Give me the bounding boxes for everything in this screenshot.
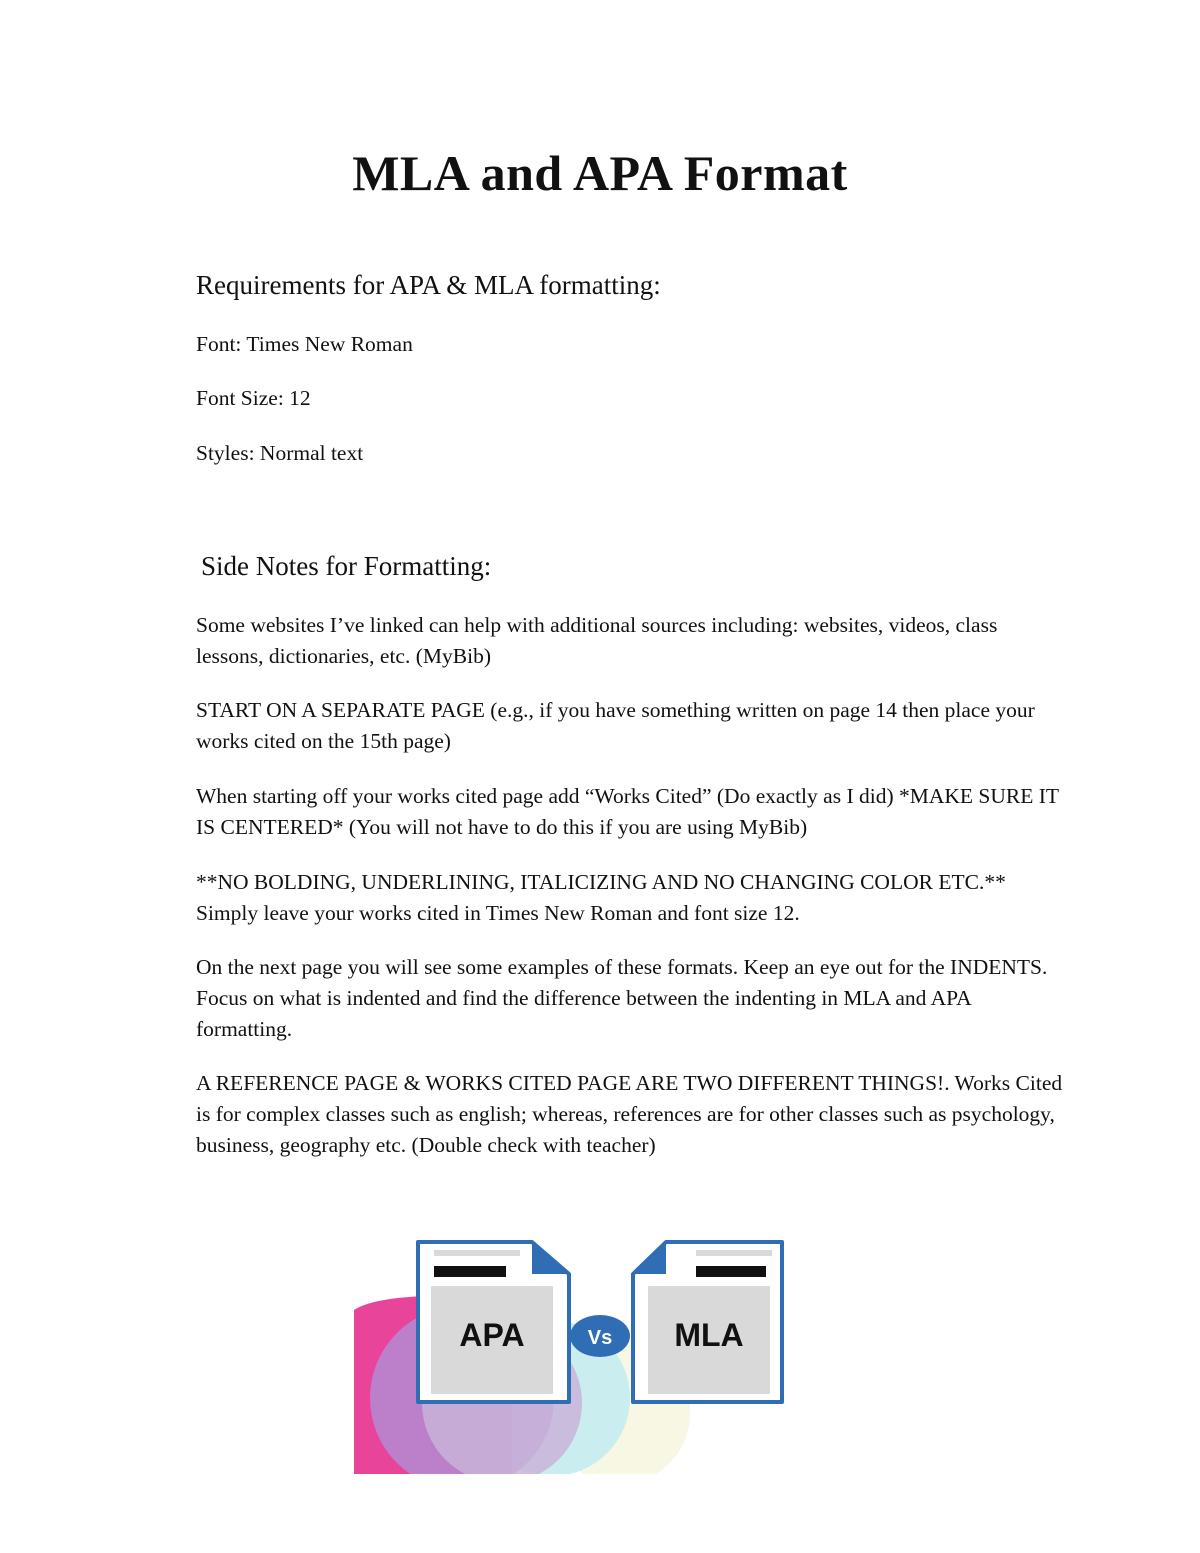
requirement-font-size: Font Size: 12 [196,386,311,410]
page-title: MLA and APA Format [352,145,848,201]
apa-document-icon [418,1242,569,1402]
vs-badge [570,1315,630,1357]
side-notes-heading: Side Notes for Formatting: [201,551,492,581]
side-note-paragraph: START ON A SEPARATE PAGE (e.g., if you have something written on page 14 then place your works cited on the 15th page) [196,698,1035,753]
requirements-heading: Requirements for APA & MLA formatting: [196,270,661,300]
mla-label: MLA [674,1317,744,1353]
vs-label: Vs [587,1327,613,1349]
side-note-paragraph: On the next page you will see some examples of these formats. Keep an eye out for the INDENTS. Focus on what is indented and find the difference between the indenting in MLA and APA formatting. [196,955,1048,1041]
requirement-styles: Styles: Normal text [196,441,364,465]
side-note-paragraph: A REFERENCE PAGE & WORKS CITED PAGE ARE TWO DIFFERENT THINGS!. Works Cited is for complex classes such as english; whereas, references are for other classes such as psychology, business, geography etc. (Double check with teacher) [196,1071,1063,1157]
side-note-paragraph: When starting off your works cited page add “Works Cited” (Do exactly as I did) *MAKE SURE IT IS CENTERED* (You will not have to do this if you are using MyBib) [196,784,1059,839]
mla-document-icon [633,1242,782,1402]
requirement-font: Font: Times New Roman [196,332,413,356]
side-note-paragraph: **NO BOLDING, UNDERLINING, ITALICIZING AND NO CHANGING COLOR ETC.** Simply leave your works cited in Times New Roman and font size 12. [196,870,1006,925]
apa-label: APA [459,1317,525,1353]
apa-vs-mla-illustration [352,1238,792,1474]
side-note-paragraph: Some websites I’ve linked can help with additional sources including: websites, videos, class lessons, dictionaries, etc. (MyBib) [196,613,998,668]
